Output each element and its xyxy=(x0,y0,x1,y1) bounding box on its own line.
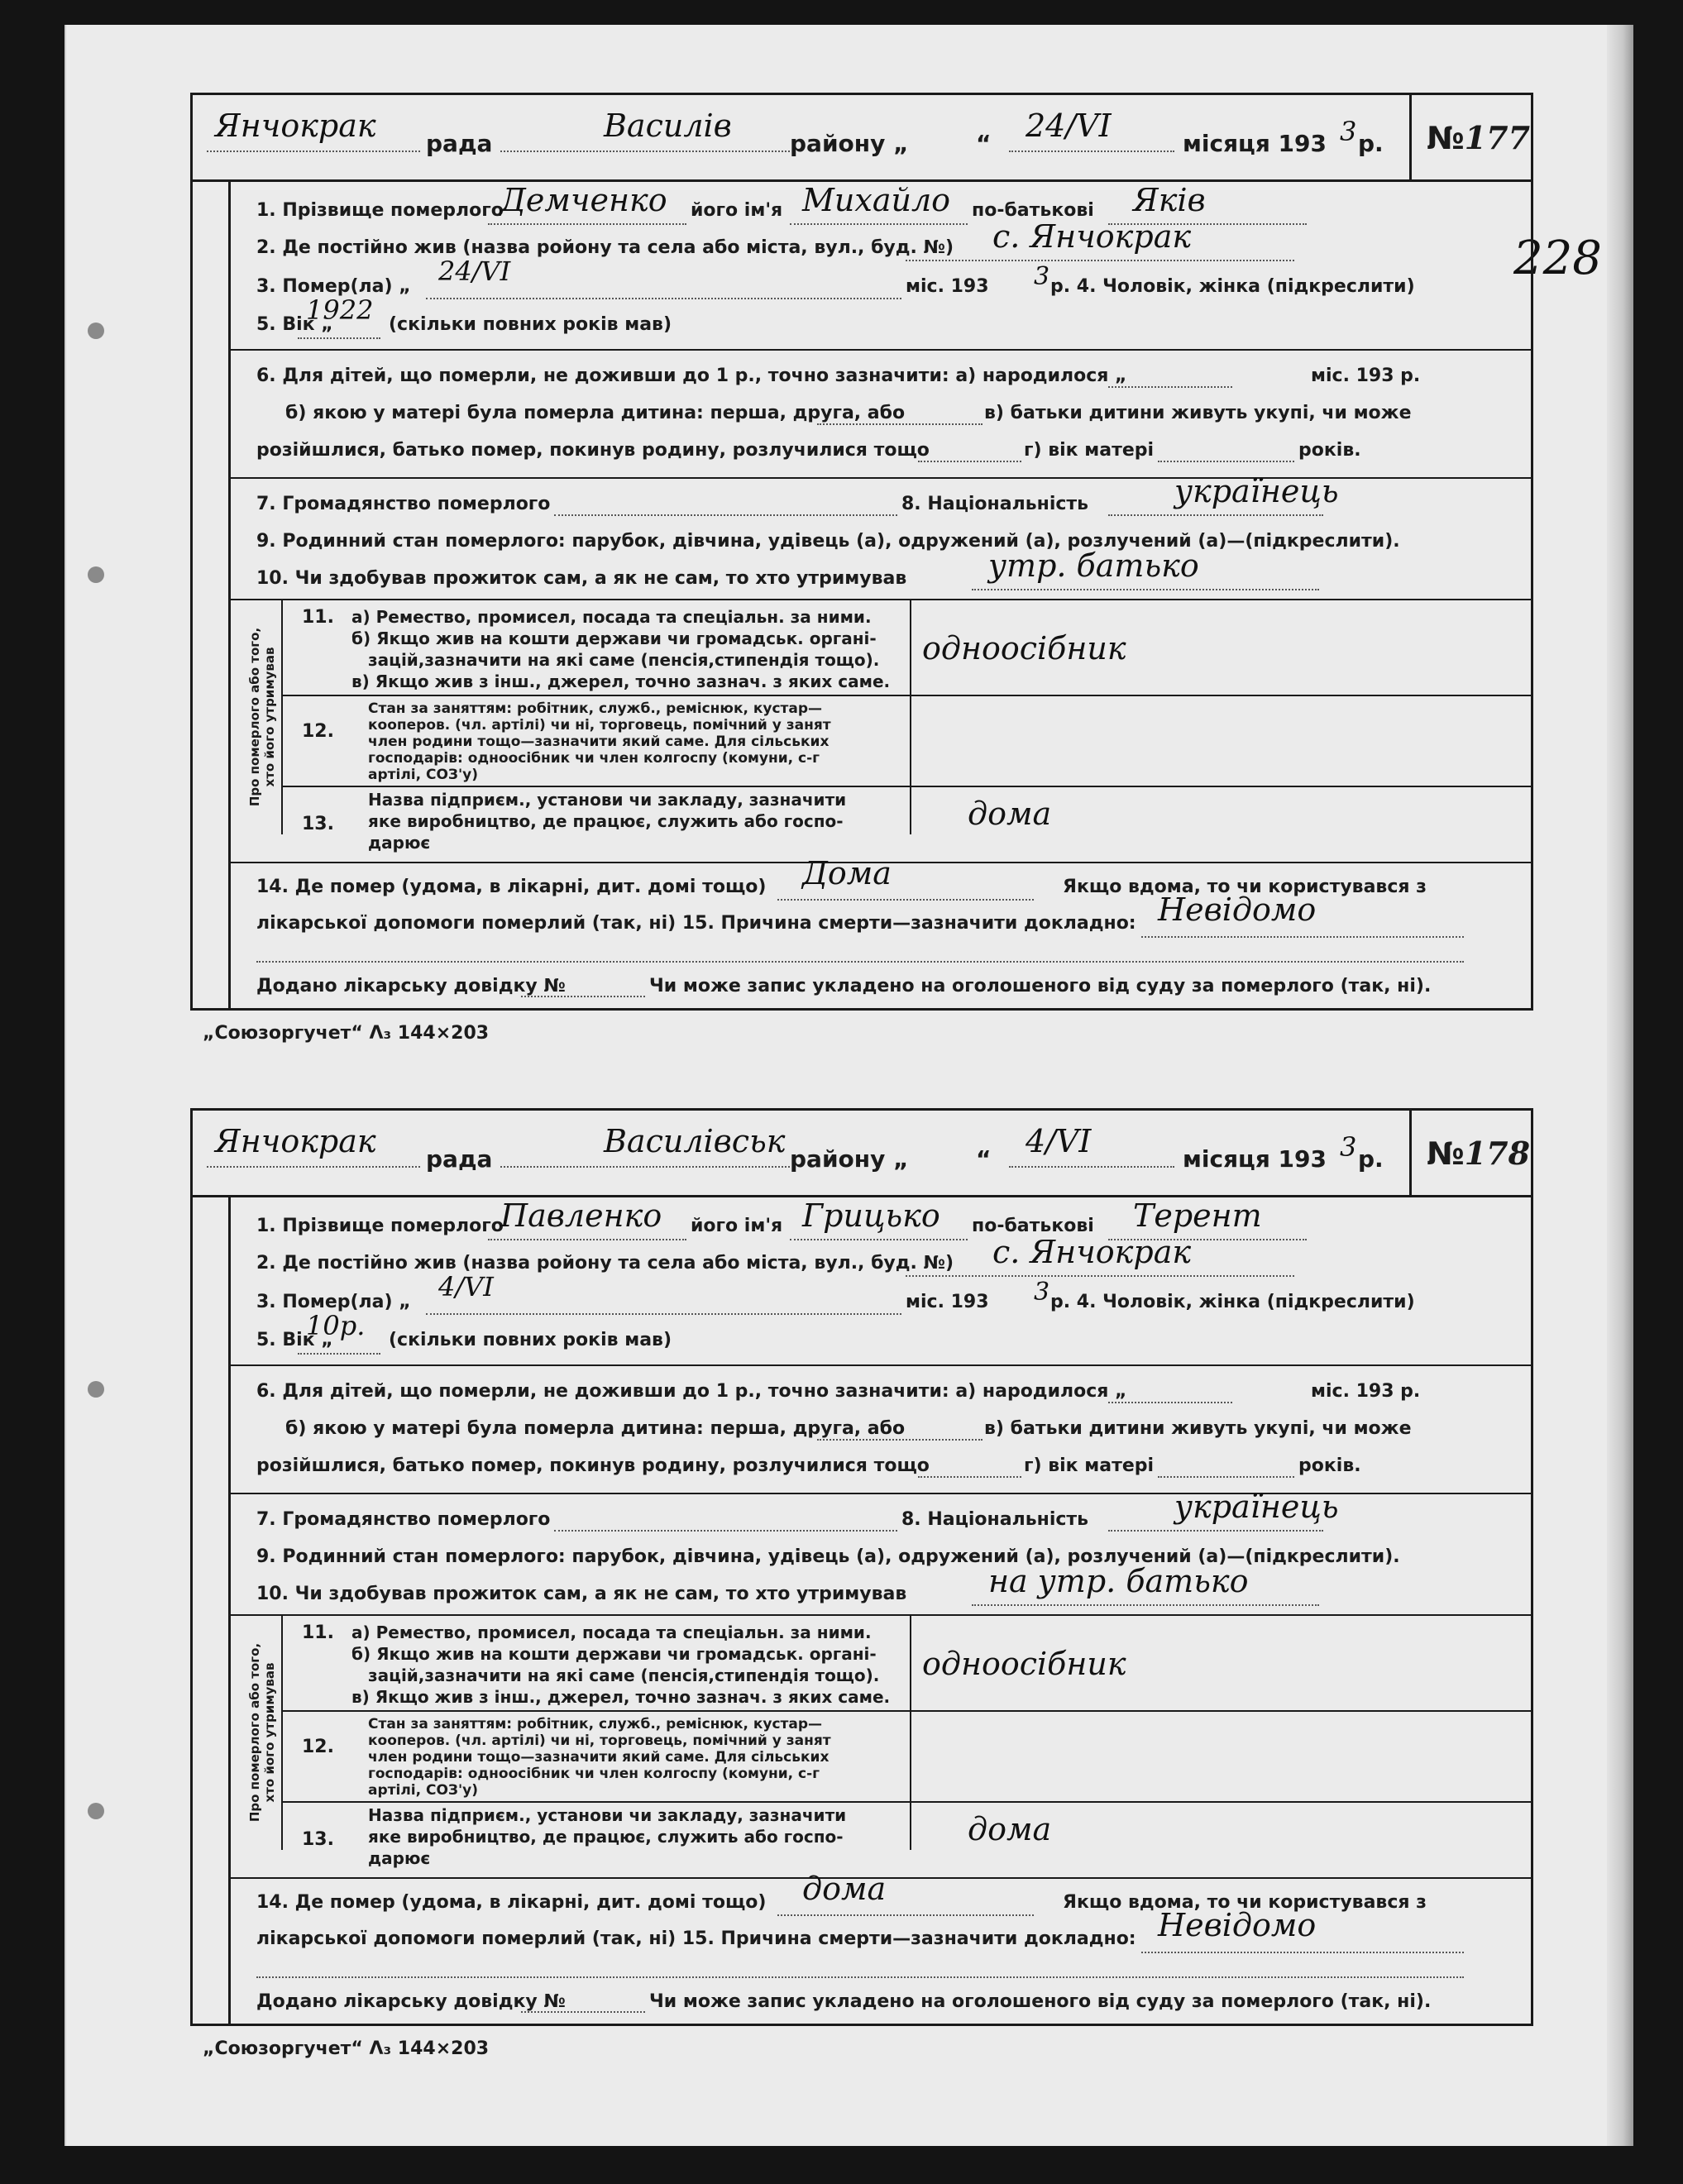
parents-label: в) батьки дитини живуть укупі, чи може xyxy=(984,403,1412,423)
death-year-digit: 3 xyxy=(1034,262,1050,291)
workplace-label-c: дарює xyxy=(368,833,431,853)
village-council-value: Янчокрак xyxy=(215,108,376,144)
subtable-divider xyxy=(281,599,283,834)
cause-line xyxy=(1141,936,1464,938)
row-divider xyxy=(281,786,1533,787)
death-date-label: 3. Помер(ла) „ xyxy=(256,276,411,297)
surname-value: Павленко xyxy=(500,1197,662,1234)
workplace-num: 13. xyxy=(302,814,334,834)
place-of-death-line xyxy=(777,1914,1034,1916)
status-label-b: кооперов. (чл. артілі) чи ні, торговець, помічний у занят xyxy=(368,717,831,734)
occupation-label-c: зацій,зазначити на які саме (пенсія,стипендія тощо). xyxy=(368,650,880,670)
row-divider xyxy=(228,599,1533,600)
death-record-card xyxy=(190,1108,1533,2026)
court-label: Чи може запис укладено на оголошеного від суду за померлого (так, ні). xyxy=(649,1991,1432,2012)
support-value: утр. батько xyxy=(988,547,1199,584)
workplace-value: дома xyxy=(968,796,1052,832)
status-label-c: член родини тощо—зазначити який саме. Для сільських xyxy=(368,1749,830,1766)
subtable-side-label-2: хто його утримував xyxy=(262,647,277,787)
village-council-line xyxy=(207,151,420,152)
age-label: 5. Вік „ xyxy=(256,1330,333,1350)
side-title-column xyxy=(190,1195,231,2026)
citizenship-line xyxy=(554,1530,897,1532)
subtable-divider xyxy=(281,1614,283,1850)
binding-hole xyxy=(88,566,104,583)
occupation-label-a: а) Ремество, промисел, посада та спеціальн. за ними. xyxy=(351,607,872,627)
death-date-label: 3. Помер(ла) „ xyxy=(256,1292,411,1312)
death-date-value: 24/VI xyxy=(438,256,511,287)
record-number-box xyxy=(1409,93,1533,179)
nationality-value: українець xyxy=(1174,1489,1339,1525)
row-divider xyxy=(228,349,1533,351)
parents-status-line xyxy=(918,1476,1021,1478)
month-label: місяця 193 xyxy=(1183,1145,1327,1173)
occupation-label-c: зацій,зазначити на які саме (пенсія,стипендія тощо). xyxy=(368,1665,880,1685)
district-line xyxy=(500,151,790,152)
cause-label: лікарської допомоги померлий (так, ні) 15. Причина смерти—зазначити докладно: xyxy=(256,1928,1136,1949)
occupation-value: одноосібник xyxy=(922,630,1126,667)
occupation-label-d: в) Якщо жив з інш., джерел, точно зазнач. з яких саме. xyxy=(351,1687,891,1707)
occupation-num: 11. xyxy=(302,607,334,628)
card-header xyxy=(190,1108,1533,1197)
patronymic-label: по-батькові xyxy=(972,1216,1094,1236)
certificate-line xyxy=(521,2011,645,2013)
subtable-side-label-1: Про померлого або того, xyxy=(247,1642,262,1823)
place-of-death-line xyxy=(777,899,1034,901)
occupation-num: 11. xyxy=(302,1622,334,1643)
row-divider xyxy=(281,1710,1533,1712)
surname-label: 1. Прізвище померлого xyxy=(256,1216,504,1236)
row-divider xyxy=(281,1801,1533,1803)
month-label: місяця 193 xyxy=(1183,130,1327,157)
sex-label: р. 4. Чоловік, жінка (підкреслити) xyxy=(1050,1292,1415,1312)
age-line xyxy=(298,1353,380,1355)
status-label-e: артілі, СОЗ'у) xyxy=(368,767,479,783)
status-label-c: член родини тощо—зазначити який саме. Для сільських xyxy=(368,734,830,750)
residence-label: 2. Де постійно жив (назва ройону та села або міста, вул., буд. №) xyxy=(256,237,954,258)
status-label-d: господарів: одноосібник чи член колгоспу (комуни, с-г xyxy=(368,750,820,767)
workplace-label-b: яке виробництво, де працює, служить або госпо- xyxy=(368,1827,844,1847)
day-month-value: 24/VI xyxy=(1026,108,1112,144)
row-divider xyxy=(228,1614,1533,1616)
number-sign: № xyxy=(1427,1135,1465,1172)
child-label: 6. Для дітей, що померли, не доживши до 1 р., точно зазначити: а) народилося „ xyxy=(256,366,1127,386)
status-num: 12. xyxy=(302,1737,334,1757)
subtable-divider xyxy=(910,599,911,834)
status-label-a: Стан за заняттям: робітник, служб., реміснюк, кустар— xyxy=(368,1716,823,1732)
child-order-label: б) якою у матері була померла дитина: перша, друга, або xyxy=(285,1418,906,1439)
citizenship-line xyxy=(554,514,897,516)
place-of-death-value: дома xyxy=(802,1871,887,1907)
place-of-death-label: 14. Де помер (удома, в лікарні, дит. домі тощо) xyxy=(256,1892,767,1913)
mother-age-line xyxy=(1158,1476,1294,1478)
child-birth-month: міс. 193 р. xyxy=(1311,1381,1421,1402)
certificate-label: Додано лікарську довідку № xyxy=(256,1991,566,2012)
death-month-label: міс. 193 xyxy=(906,276,989,297)
first-name-label: його ім'я xyxy=(691,200,783,221)
year-suffix: р. xyxy=(1358,130,1384,157)
year-suffix: р. xyxy=(1358,1145,1384,1173)
mother-age-line xyxy=(1158,461,1294,462)
occupation-label-d: в) Якщо жив з інш., джерел, точно зазнач. з яких саме. xyxy=(351,671,891,691)
child-order-label: б) якою у матері була померла дитина: перша, друга, або xyxy=(285,403,906,423)
workplace-value: дома xyxy=(968,1811,1052,1847)
rada-label: рада xyxy=(426,130,493,157)
quote-mark: “ xyxy=(976,130,992,157)
subtable-side-label-1: Про померлого або того, xyxy=(247,627,262,807)
year-digit-value: 3 xyxy=(1340,1131,1357,1163)
binding-hole xyxy=(88,1803,104,1819)
support-label: 10. Чи здобував прожиток сам, а як не сам, то хто утримував xyxy=(256,568,907,589)
subtable-divider xyxy=(910,1614,911,1850)
death-record-card xyxy=(190,93,1533,1011)
age-line xyxy=(298,337,380,339)
residence-label: 2. Де постійно жив (назва ройону та села або міста, вул., буд. №) xyxy=(256,1253,954,1274)
village-council-value: Янчокрак xyxy=(215,1123,376,1159)
cause-value: Невідомо xyxy=(1158,891,1317,928)
support-line xyxy=(972,589,1319,590)
age-value: 10р. xyxy=(306,1310,366,1341)
death-date-value: 4/VI xyxy=(438,1271,494,1302)
year-digit-value: 3 xyxy=(1340,116,1357,147)
mother-age-label: г) вік матері xyxy=(1024,440,1155,461)
status-label-b: кооперов. (чл. артілі) чи ні, торговець, помічний у занят xyxy=(368,1732,831,1749)
child-birth-month: міс. 193 р. xyxy=(1311,366,1421,386)
number-sign: № xyxy=(1427,120,1465,156)
age-note: (скільки повних років мав) xyxy=(389,314,672,335)
printer-stamp: „Союзоргучет“ Λ₃ 144×203 xyxy=(203,2038,490,2059)
cause-line-2 xyxy=(256,1976,1464,1978)
place-of-death-value: Дома xyxy=(802,855,892,891)
support-line xyxy=(972,1604,1319,1606)
district-line xyxy=(500,1166,790,1168)
residence-line xyxy=(906,260,1294,261)
residence-value: с. Янчокрак xyxy=(992,218,1192,255)
day-month-line xyxy=(1009,1166,1174,1168)
nationality-label: 8. Національність xyxy=(901,1509,1089,1530)
status-num: 12. xyxy=(302,721,334,742)
first-name-label: його ім'я xyxy=(691,1216,783,1236)
residence-value: с. Янчокрак xyxy=(992,1234,1192,1270)
status-label-a: Стан за заняттям: робітник, служб., реміснюк, кустар— xyxy=(368,700,823,717)
cause-value: Невідомо xyxy=(1158,1907,1317,1943)
certificate-line xyxy=(521,996,645,997)
nationality-label: 8. Національність xyxy=(901,494,1089,514)
village-council-line xyxy=(207,1166,420,1168)
certificate-label: Додано лікарську довідку № xyxy=(256,976,566,996)
day-month-value: 4/VI xyxy=(1026,1123,1092,1159)
margin-note: 228 xyxy=(1513,232,1602,285)
surname-line xyxy=(488,1239,686,1240)
mother-age-suffix: років. xyxy=(1298,1455,1361,1476)
patronymic-value: Яків xyxy=(1133,182,1206,218)
child-label: 6. Для дітей, що померли, не доживши до 1 р., точно зазначити: а) народилося „ xyxy=(256,1381,1127,1402)
rada-label: рада xyxy=(426,1145,493,1173)
mother-age-label: г) вік матері xyxy=(1024,1455,1155,1476)
printer-stamp: „Союзоргучет“ Λ₃ 144×203 xyxy=(203,1023,490,1044)
nationality-line xyxy=(1108,1530,1323,1532)
support-value: на утр. батько xyxy=(988,1563,1249,1599)
home-care-label: Якщо вдома, то чи користувався з xyxy=(1063,1892,1427,1913)
age-note: (скільки повних років мав) xyxy=(389,1330,672,1350)
workplace-num: 13. xyxy=(302,1829,334,1850)
occupation-value: одноосібник xyxy=(922,1646,1126,1682)
nationality-line xyxy=(1108,514,1323,516)
raionu-label: району „ xyxy=(790,130,909,157)
record-number: 177 xyxy=(1464,119,1531,156)
workplace-label-a: Назва підприєм., установи чи закладу, зазначити xyxy=(368,1805,847,1825)
card-header xyxy=(190,93,1533,182)
child-birth-line xyxy=(1108,386,1232,388)
row-divider xyxy=(228,1364,1533,1366)
subtable-side-label-2: хто його утримував xyxy=(262,1662,277,1803)
support-label: 10. Чи здобував прожиток сам, а як не сам, то хто утримував xyxy=(256,1584,907,1604)
child-birth-line xyxy=(1108,1402,1232,1403)
patronymic-label: по-батькові xyxy=(972,200,1094,221)
home-care-label: Якщо вдома, то чи користувався з xyxy=(1063,877,1427,897)
parents-label: в) батьки дитини живуть укупі, чи може xyxy=(984,1418,1412,1439)
parents-status-line xyxy=(918,461,1021,462)
page-edge xyxy=(1607,25,1633,2146)
workplace-label-b: яке виробництво, де працює, служить або госпо- xyxy=(368,811,844,831)
surname-value: Демченко xyxy=(500,182,667,218)
death-date-line xyxy=(426,298,901,299)
surname-line xyxy=(488,223,686,225)
sex-label: р. 4. Чоловік, жінка (підкреслити) xyxy=(1050,276,1415,297)
occupation-label-b: б) Якщо жив на кошти держави чи громадськ. органі- xyxy=(351,1644,877,1664)
patronymic-value: Терент xyxy=(1133,1197,1262,1234)
marital-label: 9. Родинний стан померлого: парубок, дівчина, удівець (а), одружений (а), розлучений (а)—(підкреслити). xyxy=(256,531,1400,552)
first-name-line xyxy=(790,223,968,225)
record-number: 178 xyxy=(1464,1135,1531,1172)
place-of-death-label: 14. Де помер (удома, в лікарні, дит. домі тощо) xyxy=(256,877,767,897)
first-name-value: Грицько xyxy=(802,1197,940,1234)
death-month-label: міс. 193 xyxy=(906,1292,989,1312)
court-label: Чи може запис укладено на оголошеного від суду за померлого (так, ні). xyxy=(649,976,1432,996)
cause-label: лікарської допомоги померлий (так, ні) 15. Причина смерти—зазначити докладно: xyxy=(256,913,1136,934)
parents-status-label: розійшлися, батько помер, покинув родину, розлучилися тощо xyxy=(256,440,930,461)
surname-label: 1. Прізвище померлого xyxy=(256,200,504,221)
nationality-value: українець xyxy=(1174,473,1339,509)
cause-line xyxy=(1141,1952,1464,1953)
age-label: 5. Вік „ xyxy=(256,314,333,335)
first-name-line xyxy=(790,1239,968,1240)
child-order-line xyxy=(817,423,983,425)
child-order-line xyxy=(817,1439,983,1441)
cause-line-2 xyxy=(256,961,1464,963)
day-month-line xyxy=(1009,151,1174,152)
citizenship-label: 7. Громадянство померлого xyxy=(256,494,551,514)
quote-mark: “ xyxy=(976,1145,992,1173)
side-title-column xyxy=(190,179,231,1011)
age-value: 1922 xyxy=(306,294,374,326)
workplace-label-a: Назва підприєм., установи чи закладу, зазначити xyxy=(368,790,847,810)
status-label-e: артілі, СОЗ'у) xyxy=(368,1782,479,1799)
district-value: Василів xyxy=(604,108,732,144)
citizenship-label: 7. Громадянство померлого xyxy=(256,1509,551,1530)
record-number-box xyxy=(1409,1108,1533,1195)
parents-status-label: розійшлися, батько помер, покинув родину, розлучилися тощо xyxy=(256,1455,930,1476)
district-value: Василівськ xyxy=(604,1123,786,1159)
marital-label: 9. Родинний стан померлого: парубок, дівчина, удівець (а), одружений (а), розлучений (а)—(підкреслити). xyxy=(256,1546,1400,1567)
binding-hole xyxy=(88,323,104,339)
status-label-d: господарів: одноосібник чи член колгоспу (комуни, с-г xyxy=(368,1766,820,1782)
death-year-digit: 3 xyxy=(1034,1278,1050,1307)
row-divider xyxy=(281,695,1533,696)
workplace-label-c: дарює xyxy=(368,1848,431,1868)
death-date-line xyxy=(426,1313,901,1315)
mother-age-suffix: років. xyxy=(1298,440,1361,461)
first-name-value: Михайло xyxy=(802,182,951,218)
occupation-label-b: б) Якщо жив на кошти держави чи громадськ. органі- xyxy=(351,628,877,648)
binding-hole xyxy=(88,1381,104,1398)
residence-line xyxy=(906,1275,1294,1277)
raionu-label: району „ xyxy=(790,1145,909,1173)
occupation-label-a: а) Ремество, промисел, посада та спеціальн. за ними. xyxy=(351,1622,872,1642)
